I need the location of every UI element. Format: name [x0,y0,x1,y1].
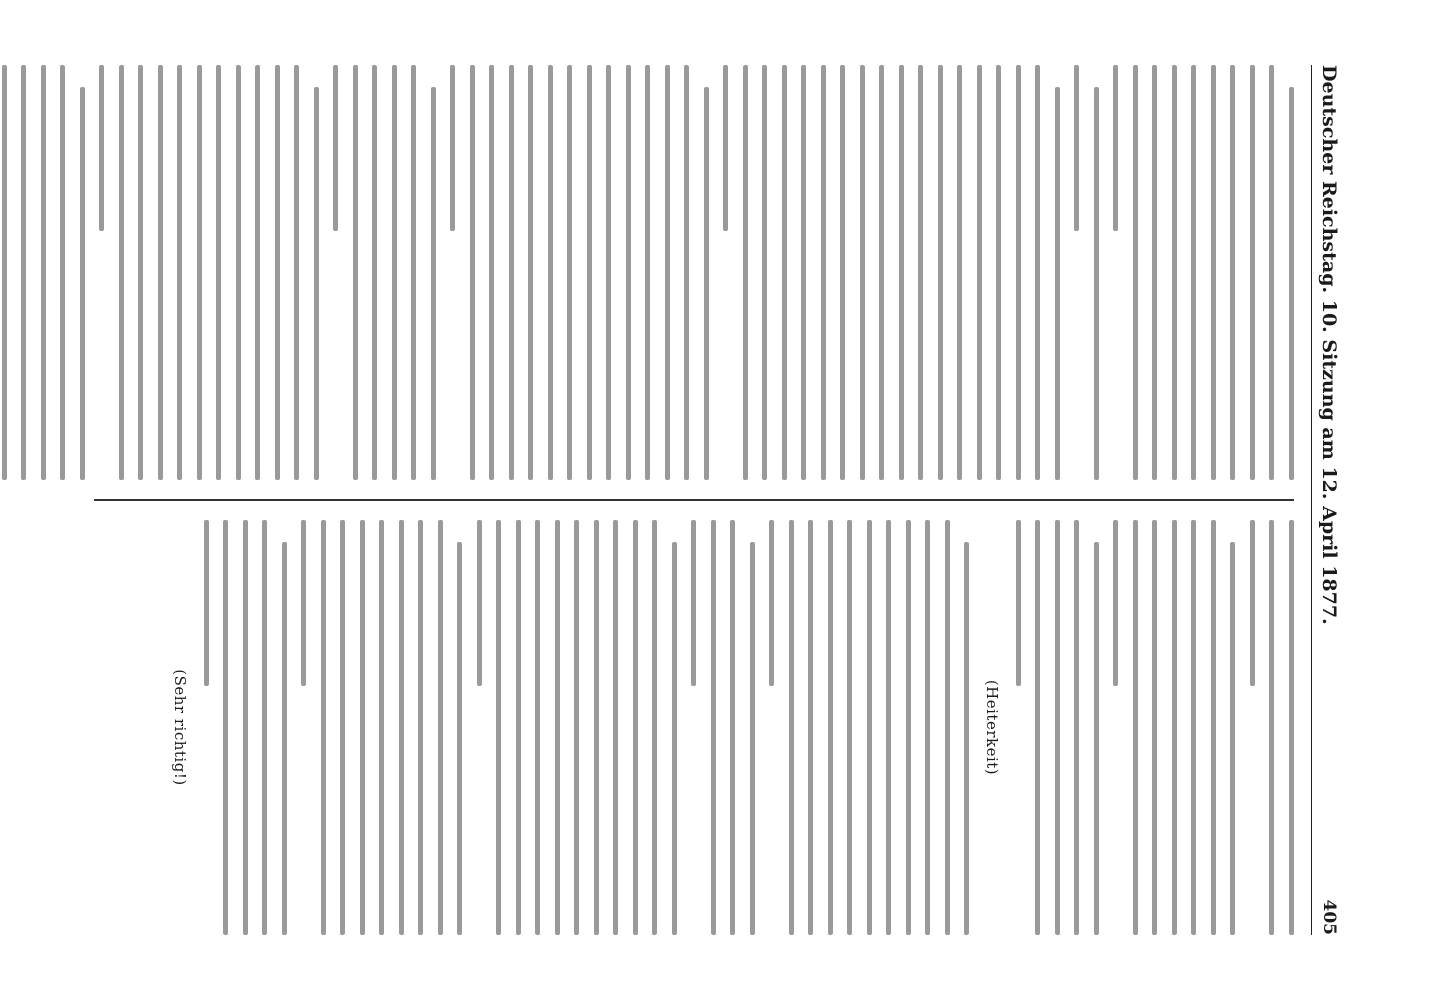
text-line [821,65,826,480]
text-line [789,520,794,935]
text-line [438,520,443,935]
text-line [139,65,144,480]
text-line [899,65,904,480]
text-line [236,65,241,480]
text-line [626,65,631,480]
text-line [477,520,482,686]
text-column-right [94,520,1294,935]
text-line [1153,65,1158,480]
text-line [770,520,775,686]
text-line [341,520,346,935]
text-line [1094,87,1099,480]
text-line [490,65,495,480]
text-line [1211,65,1216,480]
text-line [828,520,833,935]
text-line [22,65,27,480]
text-line [594,520,599,935]
text-line [685,65,690,480]
text-line [633,520,638,935]
text-line [197,65,202,480]
text-line [1231,542,1236,935]
text-line [178,65,183,480]
text-line [958,65,963,480]
text-line [1036,65,1041,480]
text-line [1231,65,1236,480]
text-line [275,65,280,480]
text-line [1250,65,1255,480]
text-line [509,65,514,480]
text-line [919,65,924,480]
text-line [555,520,560,935]
text-line [1133,65,1138,480]
text-line [1055,87,1060,480]
page-number: 405 [1319,899,1339,935]
text-line [1094,542,1099,935]
text-line [711,520,716,935]
text-line [1075,520,1080,935]
text-line [665,65,670,480]
text-line [997,65,1002,480]
text-line [607,65,612,480]
text-line [1192,65,1197,480]
text-line [672,542,677,935]
text-line [880,65,885,480]
text-line [1133,520,1138,935]
text-line [204,520,209,686]
text-line [575,520,580,935]
text-line [314,87,319,480]
text-line [1036,520,1041,935]
text-line [1289,87,1294,480]
text-line [1114,65,1119,231]
text-line [1192,520,1197,935]
text-line [431,87,436,480]
text-line [217,65,222,480]
text-line [1153,520,1158,935]
text-line [731,520,736,935]
text-line [653,520,658,935]
column-divider [94,499,1294,501]
text-line [399,520,404,935]
text-line [1270,65,1275,480]
text-line [302,520,307,686]
text-line [938,65,943,480]
text-line [470,65,475,480]
text-line [224,520,229,935]
text-line [243,520,248,935]
remark: (Heiterkeit) [983,679,1002,776]
text-line [353,65,358,480]
text-line [1172,65,1177,480]
text-line [61,65,66,480]
text-line [451,65,456,231]
text-line [1172,520,1177,935]
text-line [965,542,970,935]
text-line [100,65,105,231]
running-title: Deutscher Reichstag. 10. Sitzung am 12. April 1877. [1318,65,1340,625]
text-line [802,65,807,480]
text-line [334,65,339,231]
text-line [743,65,748,480]
text-line [536,520,541,935]
page-header [1311,65,1346,935]
text-line [119,65,124,480]
text-line [392,65,397,480]
text-line [380,520,385,935]
text-line [906,520,911,935]
text-line [587,65,592,480]
text-line [412,65,417,480]
text-line [263,520,268,935]
text-line [1270,520,1275,935]
text-line [419,520,424,935]
text-line [614,520,619,935]
text-line [373,65,378,480]
text-line [568,65,573,480]
text-line [763,65,768,480]
text-line [256,65,261,480]
text-line [887,520,892,935]
text-line [41,65,46,480]
digitization-note [0,0,3,500]
text-line [646,65,651,480]
text-line [321,520,326,935]
text-line [926,520,931,935]
text-line [158,65,163,480]
text-line [724,65,729,231]
text-line [848,520,853,935]
text-line [282,542,287,935]
text-line [704,87,709,480]
text-line [295,65,300,480]
text-line [977,65,982,480]
text-line [1211,520,1216,935]
rotated-page [66,35,1366,965]
text-line [516,520,521,935]
text-line [945,520,950,935]
remark: (Sehr richtig!) [171,669,190,786]
text-line [529,65,534,480]
text-line [1114,520,1119,686]
text-line [1055,520,1060,935]
text-line [1250,520,1255,686]
text-column-left [94,65,1294,480]
text-line [1016,65,1021,480]
text-line [809,520,814,935]
text-line [360,520,365,935]
text-line [458,542,463,935]
text-line [1016,520,1021,686]
text-line [1075,65,1080,231]
text-line [497,520,502,935]
text-line [860,65,865,480]
text-line [80,87,85,480]
text-line [1289,520,1294,935]
text-line [750,542,755,935]
text-line [782,65,787,480]
text-line [692,520,697,686]
text-line [867,520,872,935]
text-line [548,65,553,480]
text-line [841,65,846,480]
